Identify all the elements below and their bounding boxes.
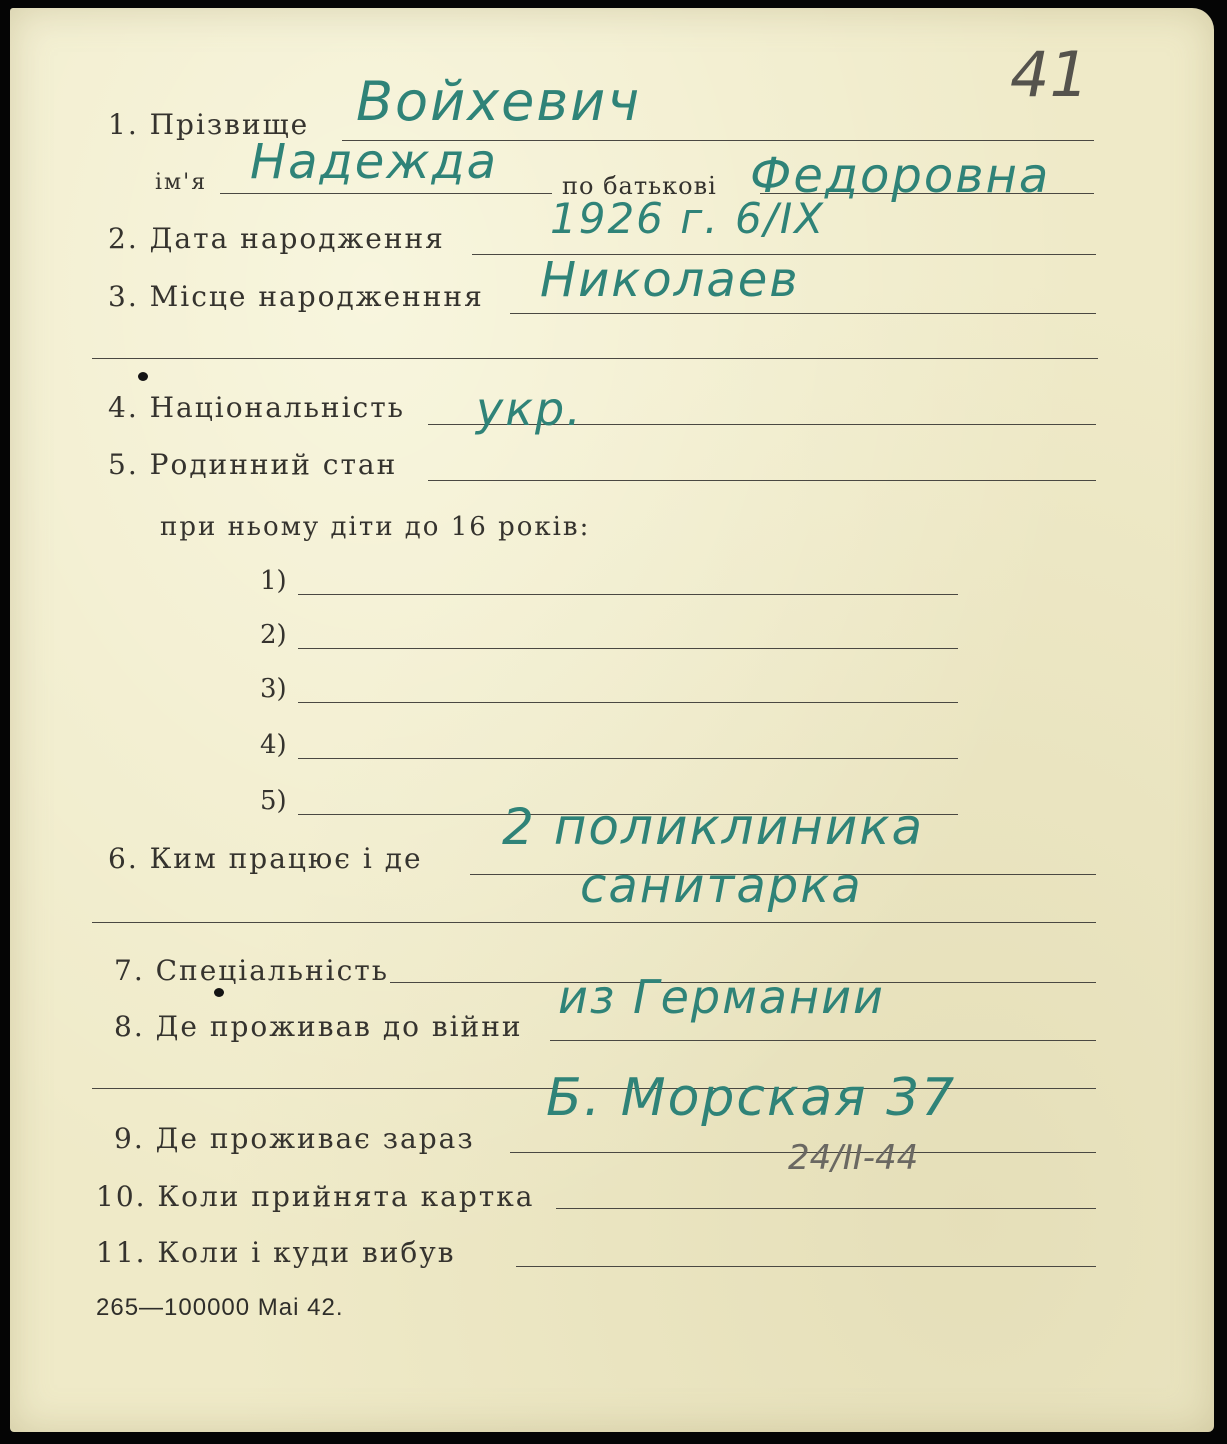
birth-date-value: 1926 г. 6/IX xyxy=(550,194,826,243)
child-number: 3) xyxy=(260,674,287,704)
surname-value: Войхевич xyxy=(356,70,642,133)
card-accepted-value: 24/II-44 xyxy=(788,1138,919,1178)
archive-number: 41 xyxy=(1010,38,1089,111)
patronymic-label: по батькові xyxy=(562,172,717,200)
patronymic-value: Федоровна xyxy=(750,148,1051,204)
nationality-label: 4. Національність xyxy=(108,391,405,424)
child-number: 5) xyxy=(260,786,287,816)
print-mark: 265—100000 Mai 42. xyxy=(96,1294,344,1321)
card-accepted-line xyxy=(556,1208,1096,1209)
birth-place-label: 3. Місце народженння xyxy=(108,280,484,313)
birth-date-label: 2. Дата народження xyxy=(108,222,445,255)
name-label: ім'я xyxy=(155,170,208,195)
birth-place-line xyxy=(510,313,1096,314)
surname-label: 1. Прізвище xyxy=(108,108,310,141)
prewar-residence-line xyxy=(550,1040,1096,1041)
separator-line xyxy=(92,358,1098,359)
birth-place-value: Николаев xyxy=(540,252,800,308)
work-line-2 xyxy=(92,922,1096,923)
child-line xyxy=(298,702,958,703)
child-line xyxy=(298,758,958,759)
prewar-residence-value: из Германии xyxy=(558,970,885,1024)
marital-status-label: 5. Родинний стан xyxy=(108,448,398,481)
ink-dot xyxy=(138,372,148,381)
children-heading: при ньому діти до 16 років: xyxy=(160,512,591,542)
name-value: Надежда xyxy=(250,134,499,190)
work-value-line1: 2 поликлиника xyxy=(502,798,925,856)
departure-label: 11. Коли і куди вибув xyxy=(96,1236,456,1269)
child-number: 4) xyxy=(260,730,287,760)
prewar-residence-label: 8. Де проживав до війни xyxy=(114,1010,523,1043)
ink-dot xyxy=(214,988,224,997)
work-value-line2: санитарка xyxy=(580,858,863,914)
marital-status-line xyxy=(428,480,1096,481)
child-number: 2) xyxy=(260,620,287,650)
specialty-label: 7. Спеціальність xyxy=(114,954,389,987)
current-residence-label: 9. Де проживає зараз xyxy=(114,1122,475,1155)
work-label: 6. Ким працює і де xyxy=(108,842,423,875)
name-line xyxy=(220,193,552,194)
departure-line xyxy=(516,1266,1096,1267)
child-line xyxy=(298,648,958,649)
child-number: 1) xyxy=(260,566,287,596)
current-residence-value: Б. Морская 37 xyxy=(546,1068,957,1128)
nationality-value: укр. xyxy=(476,382,583,436)
card-accepted-label: 10. Коли прийнята картка xyxy=(96,1180,535,1213)
registration-card xyxy=(10,8,1214,1432)
child-line xyxy=(298,594,958,595)
